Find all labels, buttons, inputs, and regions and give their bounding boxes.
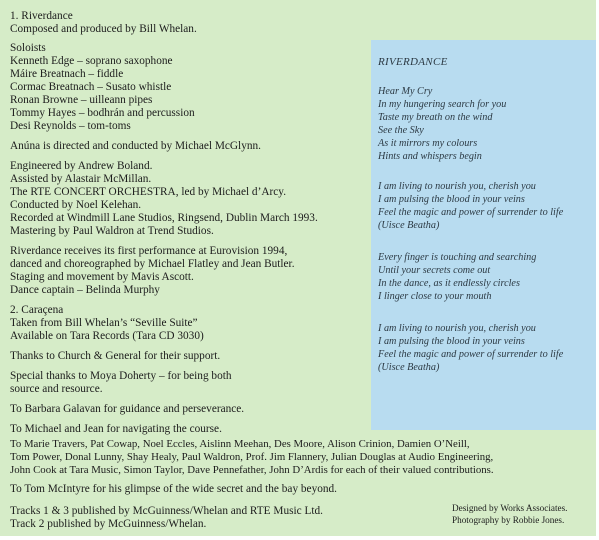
soloist-line: Cormac Breatnach – Susato whistle	[10, 81, 172, 93]
thanks-line: To Barbara Galavan for guidance and perseverance.	[10, 403, 245, 415]
lyric-line: Hints and whispers begin	[378, 151, 482, 162]
contributors-line: Tom Power, Donal Lunny, Shay Healy, Paul Waldron, Prof. Jim Flannery, Julian Douglas at Audio Engineering,	[10, 451, 494, 463]
lyric-line: Feel the magic and power of surrender to life	[378, 207, 564, 218]
contributors-line: John Cook at Tara Music, Simon Taylor, Dave Pennefather, John D’Ardis for each of their valued contributions.	[10, 464, 494, 476]
soloists-heading: Soloists	[10, 42, 46, 54]
thanks-line: Special thanks to Moya Doherty – for being both	[10, 370, 232, 382]
orchestra-credit: The RTE CONCERT ORCHESTRA, led by Michael d’Arcy.	[10, 186, 287, 198]
choir-credit: Anúna is directed and conducted by Michael McGlynn.	[10, 140, 261, 152]
composer-credit: Composed and produced by Bill Whelan.	[10, 23, 197, 35]
engineering-credit: Engineered by Andrew Boland.	[10, 160, 153, 172]
lyric-line: Every finger is touching and searching	[378, 252, 537, 263]
lyric-line: As it mirrors my colours	[378, 138, 478, 149]
lyric-line: In my hungering search for you	[378, 99, 507, 110]
soloist-line: Ronan Browne – uilleann pipes	[10, 94, 153, 106]
track-1-heading: 1. Riverdance	[10, 10, 73, 22]
performance-note: danced and choreographed by Michael Flatley and Jean Butler.	[10, 258, 295, 270]
soloist-line: Máire Breatnach – fiddle	[10, 68, 124, 80]
lyric-line: (Uisce Beatha)	[378, 362, 440, 373]
publishing-credit: Tracks 1 & 3 published by McGuinness/Whelan and RTE Music Ltd.	[10, 505, 323, 517]
dance-captain-credit: Dance captain – Belinda Murphy	[10, 284, 160, 296]
thanks-line: Thanks to Church & General for their support.	[10, 350, 221, 362]
lyric-line: (Uisce Beatha)	[378, 220, 440, 231]
lyric-line: I am living to nourish you, cherish you	[378, 181, 536, 192]
lyric-line: I linger close to your mouth	[378, 291, 492, 302]
thanks-line: To Tom McIntyre for his glimpse of the wide secret and the bay beyond.	[10, 483, 337, 495]
lyric-line: Until your secrets come out	[378, 265, 491, 276]
performance-note: Riverdance receives its first performance at Eurovision 1994,	[10, 245, 288, 257]
track-2-availability: Available on Tara Records (Tara CD 3030)	[10, 330, 204, 342]
thanks-line: To Michael and Jean for navigating the course.	[10, 423, 222, 435]
lyric-line: Hear My Cry	[378, 86, 433, 97]
thanks-line: source and resource.	[10, 383, 103, 395]
soloist-line: Tommy Hayes – bodhrán and percussion	[10, 107, 195, 119]
recording-credit: Recorded at Windmill Lane Studios, Ringsend, Dublin March 1993.	[10, 212, 318, 224]
lyrics-title: RIVERDANCE	[378, 56, 448, 68]
publishing-credit: Track 2 published by McGuinness/Whelan.	[10, 518, 207, 530]
lyric-line: Feel the magic and power of surrender to life	[378, 349, 564, 360]
lyric-line: I am pulsing the blood in your veins	[378, 194, 525, 205]
lyric-line: I am living to nourish you, cherish you	[378, 323, 536, 334]
staging-credit: Staging and movement by Mavis Ascott.	[10, 271, 194, 283]
lyric-line: Taste my breath on the wind	[378, 112, 493, 123]
lyrics-panel	[371, 40, 596, 430]
mastering-credit: Mastering by Paul Waldron at Trend Studios.	[10, 225, 214, 237]
lyric-line: In the dance, as it endlessly circles	[378, 278, 520, 289]
design-credit: Designed by Works Associates.	[452, 503, 568, 513]
photo-credit: Photography by Robbie Jones.	[452, 515, 565, 525]
lyric-line: I am pulsing the blood in your veins	[378, 336, 525, 347]
track-2-source: Taken from Bill Whelan’s “Seville Suite”	[10, 317, 198, 329]
engineering-credit: Assisted by Alastair McMillan.	[10, 173, 152, 185]
conductor-credit: Conducted by Noel Kelehan.	[10, 199, 142, 211]
track-2-heading: 2. Caraçena	[10, 304, 64, 316]
contributors-line: To Marie Travers, Pat Cowap, Noel Eccles, Aislinn Meehan, Des Moore, Alison Crinion, Damien O’Neill,	[10, 438, 470, 450]
soloist-line: Kenneth Edge – soprano saxophone	[10, 55, 173, 67]
lyric-line: See the Sky	[378, 125, 424, 136]
soloist-line: Desi Reynolds – tom-toms	[10, 120, 131, 132]
